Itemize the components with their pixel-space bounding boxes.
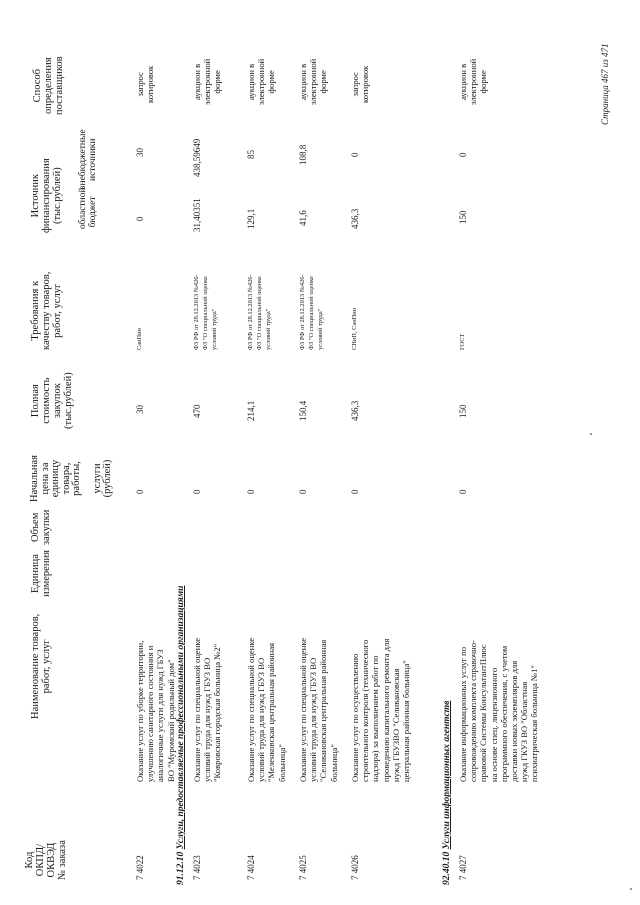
row-method: запрос котировок (135, 65, 156, 103)
section-heading (176, 586, 186, 885)
row-full-cost: 436,3 (350, 400, 360, 421)
row-requirements: ФЗ РФ от 28.12.2013 №426- ФЗ "О специальной оценке условий труда" (247, 274, 272, 350)
row-extra: 108,8 (298, 144, 308, 165)
row-requirements: ФЗ РФ от 28.12.2013 №426- ФЗ "О специальной оценке условий труда" (299, 274, 324, 350)
row-extra: 85 (246, 150, 256, 159)
row-name: Оказание услуг по специальной оценке условий труда для нужд ГБУЗ ВО "Ковровская городская больница №2" (192, 637, 223, 782)
row-full-cost: 150 (458, 404, 468, 418)
header-requirements: Требования к качеству товаров, работ, услуг (30, 271, 63, 350)
row-id: 7 4022 (135, 855, 145, 880)
row-regional: 150 (458, 210, 468, 224)
scan-speck (590, 433, 592, 435)
row-requirements: ГОСТ (459, 333, 466, 350)
row-extra: 30 (135, 148, 145, 157)
row-method: аукцион в электронной форме (298, 58, 329, 105)
row-id: 7 4027 (458, 855, 468, 880)
header-full-cost: Полная стоимость закупок (тыс.рублей) (30, 372, 74, 429)
row-id: 7 4024 (246, 855, 256, 880)
row-regional: 41,6 (298, 210, 308, 226)
row-full-cost: 470 (192, 404, 202, 418)
row-requirements: СанПин (136, 328, 143, 350)
row-name: Оказание услуг по специальной оценке условий труда для нужд ГБУЗ ВО "Меленковская центральная районная больница" (246, 637, 287, 782)
header-unit: Единица измерения (30, 550, 52, 597)
header-name: Наименование товаров, работ, услуг (30, 613, 52, 719)
page-number: Страница 467 из 471 (600, 43, 610, 125)
row-name: Оказание услуг по осуществлению строительного контроля (технического надзора) за выполнением работ по проведению капитального ремонта для нужд ГБУЗВО "Селивановская центральная районная больница" (350, 638, 412, 782)
row-full-cost: 30 (135, 405, 145, 414)
row-id: 7 4023 (192, 855, 202, 880)
section-title: Услуги, предоставляемые профессиональными организациями (176, 585, 186, 850)
row-name: Оказание информационных услуг по сопровождению комплекта справочно- правовой Системы КонсультантПлюс на основе спец. лицензионного программного обеспечения, с учетом доставки новых экземпляров для нужд ГКУЗ ВО "Областная психиатрическая больница №1" (458, 640, 540, 782)
row-start-price: 0 (458, 489, 468, 494)
row-full-cost: 214,1 (246, 400, 256, 421)
row-method: запрос котировок (350, 65, 371, 103)
row-name: Оказание услуг по уборке территории, улучшению санитарного состояния и аналогичные услуги для нужд ГБУЗ ВО "Муромский родильный дом" (135, 640, 176, 782)
row-id: 7 4026 (350, 855, 360, 880)
row-start-price: 0 (192, 489, 202, 494)
row-regional: 0 (135, 216, 145, 221)
row-start-price: 0 (135, 489, 145, 494)
row-id: 7 4025 (298, 855, 308, 880)
row-method: аукцион в электронной форме (246, 58, 277, 105)
section-heading (442, 701, 452, 885)
row-start-price: 0 (246, 489, 256, 494)
header-source-extra: внебюджетные источники (78, 129, 98, 190)
row-extra: 0 (350, 152, 360, 157)
row-extra: 438,59649 (192, 138, 202, 177)
row-regional: 436,3 (350, 208, 360, 229)
section-title: Услуги информационных агентств (442, 700, 452, 850)
row-full-cost: 150,4 (298, 400, 308, 421)
header-source-regional: областной бюджет (78, 187, 98, 229)
row-requirements: СНиП, СанПин (351, 307, 358, 350)
row-start-price: 0 (298, 489, 308, 494)
header-volume: Объем закупки (30, 509, 52, 545)
row-start-price: 0 (350, 489, 360, 494)
header-method: Способ определения поставщиков (32, 56, 65, 115)
row-extra: 0 (458, 152, 468, 157)
header-code: Код ОКПД/ ОКВЭД № заказа (24, 840, 68, 880)
header-source: Источник финансирования (тыс.рублей) (30, 158, 63, 233)
header-start-price: Начальная цена за единицу товара, работы, услуги (рублей) (29, 455, 113, 502)
section-code: 91.12.10 (176, 851, 186, 885)
scan-speck (630, 888, 632, 890)
row-method: аукцион в электронной форме (192, 58, 223, 105)
row-regional: 31,40351 (192, 198, 202, 232)
row-name: Оказание услуг по специальной оценке условий труда для нужд ГБУЗ ВО "Селивановская центральная районная больница" (298, 637, 339, 782)
row-method: аукцион в электронной форме (458, 58, 489, 105)
row-regional: 129,1 (246, 208, 256, 229)
section-code: 92.40.10 (442, 851, 452, 885)
row-requirements: ФЗ РФ от 28.12.2013 №426- ФЗ "О специальной оценке условий труда" (193, 274, 218, 350)
